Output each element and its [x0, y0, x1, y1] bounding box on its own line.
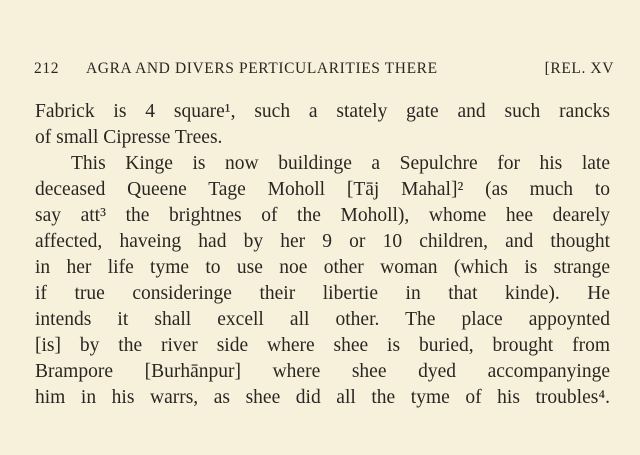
text-line: him in his warrs, as shee did all the tyme of his troubles⁴.: [35, 387, 610, 408]
text-line: intends it shall excell all other. The place appoynted: [35, 309, 610, 330]
text-line: of small Cipresse Trees.: [35, 127, 223, 148]
text-line: [is] by the river side where shee is buried, brought from: [35, 335, 610, 356]
running-head-reference: [REL. XV: [544, 60, 614, 77]
text-line: deceased Queene Tage Moholl [Tāj Mahal]² (as much to: [35, 179, 610, 200]
text-line: if true consideringe their libertie in that kinde). He: [35, 283, 610, 304]
text-line: Fabrick is 4 square¹, such a stately gate and such rancks: [35, 101, 610, 122]
running-head-title: AGRA AND DIVERS PERTICULARITIES THERE: [86, 60, 438, 77]
text-line: in her life tyme to use noe other woman (which is strange: [35, 257, 610, 278]
text-line: say att³ the brightnes of the Moholl), whome hee dearely: [35, 205, 610, 226]
body-text: [35, 99, 610, 411]
running-head: [34, 60, 614, 84]
text-line: Brampore [Burhānpur] where shee dyed accompanyinge: [35, 361, 610, 382]
page-number: 212: [34, 60, 60, 77]
paragraph-start-line: This Kinge is now buildinge a Sepulchre for his late: [71, 153, 610, 174]
text-line: affected, haveing had by her 9 or 10 children, and thought: [35, 231, 610, 252]
